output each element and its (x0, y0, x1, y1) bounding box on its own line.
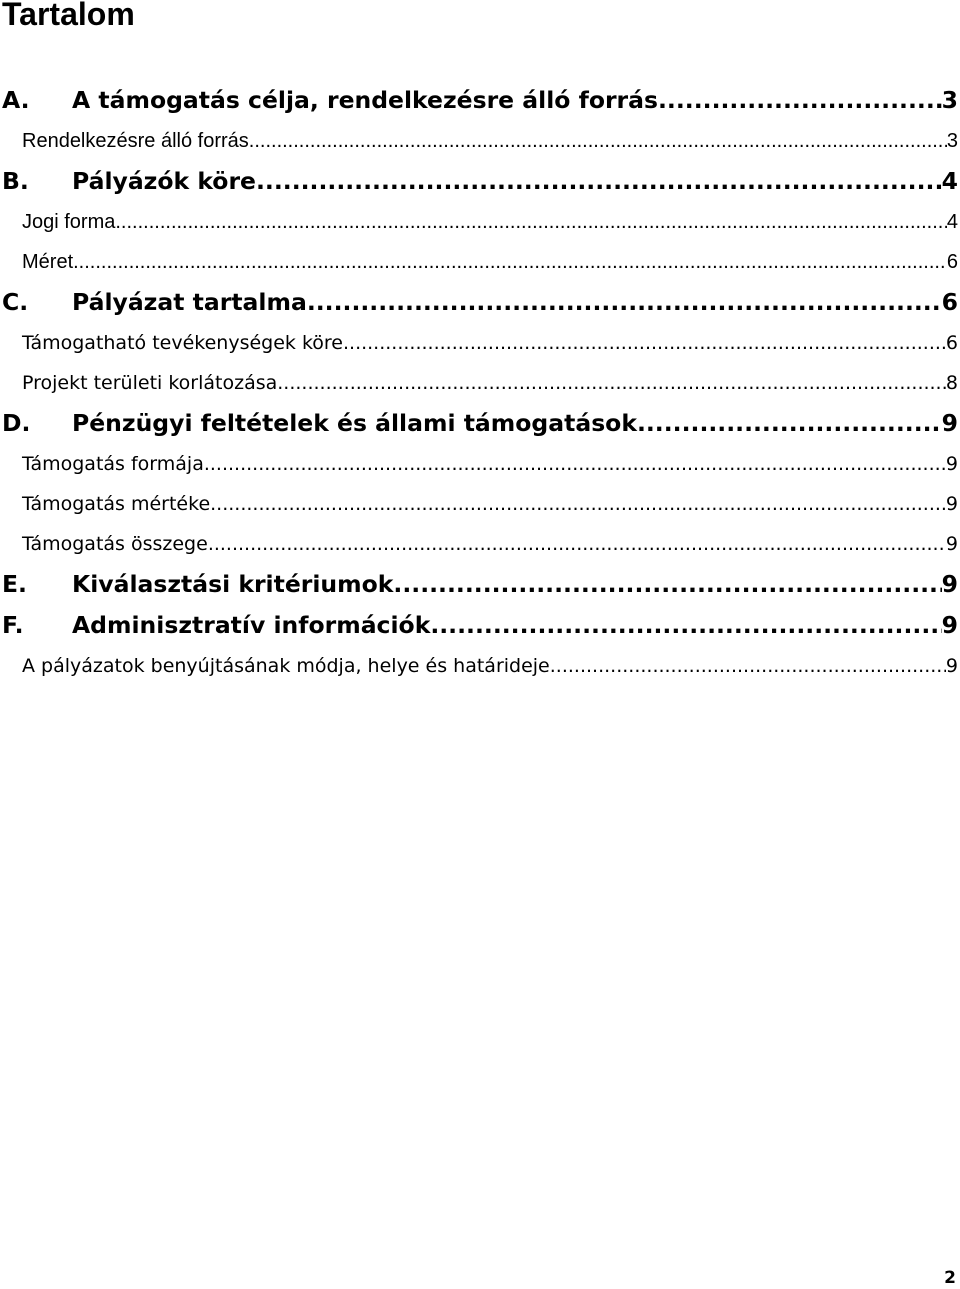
toc-entry-label: Rendelkezésre álló forrás (22, 130, 249, 152)
toc-entry-jogi-forma[interactable] (0, 202, 960, 242)
toc-entry-label: Kiválasztási kritériumok (72, 570, 394, 598)
toc-dot-leader (430, 605, 941, 646)
toc-entry-page: 9 (945, 655, 958, 677)
toc-entry-page: 4 (941, 167, 958, 195)
toc-entry-page: 3 (941, 86, 958, 114)
toc-dot-leader (204, 444, 946, 484)
toc-entry-page: 9 (945, 533, 958, 555)
toc-entry-page: 3 (946, 130, 958, 152)
toc-entry-d[interactable] (0, 403, 960, 444)
toc-entry-b[interactable] (0, 161, 960, 202)
toc-dot-leader (73, 242, 947, 282)
toc-entry-letter: A. (2, 86, 30, 114)
toc-dot-leader (115, 202, 947, 242)
toc-dot-leader (393, 564, 941, 605)
toc-entry-a[interactable] (0, 80, 960, 121)
toc-entry-tamogathato-tevekenysegek[interactable] (0, 323, 960, 363)
toc-entry-page: 9 (945, 493, 958, 515)
toc-entry-c[interactable] (0, 282, 960, 323)
toc-entry-page: 9 (945, 453, 958, 475)
toc-entry-page: 6 (946, 251, 958, 273)
toc-entry-projekt-teruleti-korlatozasa[interactable] (0, 363, 960, 403)
toc-entry-page: 9 (941, 611, 958, 639)
toc-entry-f[interactable] (0, 605, 960, 646)
toc-entry-label: Támogatás mértéke (22, 493, 211, 515)
toc-entry-label: Méret (22, 251, 74, 273)
toc-dot-leader (307, 282, 942, 323)
toc-entry-label: A támogatás célja, rendelkezésre álló forrás (72, 86, 658, 114)
toc-entry-page: 4 (946, 211, 958, 233)
page-number: 2 (944, 1268, 956, 1288)
toc-entry-letter: C. (2, 288, 29, 316)
toc-entry-letter: E. (2, 570, 27, 598)
toc-dot-leader (249, 121, 947, 161)
toc-entry-label: Támogatás formája (22, 453, 204, 475)
toc-entry-tamogatas-merteke[interactable] (0, 484, 960, 524)
toc-dot-leader (277, 363, 946, 403)
toc-entry-letter: F. (2, 611, 24, 639)
toc-entry-page: 9 (941, 409, 958, 437)
toc-dot-leader (208, 524, 946, 564)
toc-entry-label: Támogatás összege (22, 533, 208, 555)
toc-dot-leader (550, 646, 946, 686)
toc-entry-label: Pályázók köre (72, 167, 256, 195)
toc-entry-page: 8 (945, 372, 958, 394)
toc-entry-page: 6 (941, 288, 958, 316)
toc-entry-tamogatas-osszege[interactable] (0, 524, 960, 564)
toc-dot-leader (256, 161, 942, 202)
toc-entry-letter: B. (2, 167, 29, 195)
toc-entry-label: Pénzügyi feltételek és állami támogatások (72, 409, 637, 437)
page-title: Tartalom (2, 0, 135, 32)
toc-dot-leader (637, 403, 942, 444)
toc-entry-meret[interactable] (0, 242, 960, 282)
toc-entry-tamogatas-formaja[interactable] (0, 444, 960, 484)
toc-entry-label: A pályázatok benyújtásának módja, helye és határideje (22, 655, 550, 677)
toc-entry-e[interactable] (0, 564, 960, 605)
toc-dot-leader (210, 484, 946, 524)
toc-entry-letter: D. (2, 409, 31, 437)
toc-entry-page: 6 (945, 332, 958, 354)
toc-entry-label: Pályázat tartalma (72, 288, 307, 316)
toc-dot-leader (658, 80, 942, 121)
table-of-contents (0, 80, 960, 686)
toc-entry-label: Adminisztratív információk (72, 611, 431, 639)
toc-entry-label: Jogi forma (22, 211, 116, 233)
toc-entry-label: Támogatható tevékenységek köre (22, 332, 343, 354)
toc-entry-rendelkezesre-allo-forras[interactable] (0, 121, 960, 161)
toc-entry-page: 9 (941, 570, 958, 598)
toc-dot-leader (343, 323, 946, 363)
toc-entry-label: Projekt területi korlátozása (22, 372, 278, 394)
toc-entry-palyazatok-benyujtasa[interactable] (0, 646, 960, 686)
